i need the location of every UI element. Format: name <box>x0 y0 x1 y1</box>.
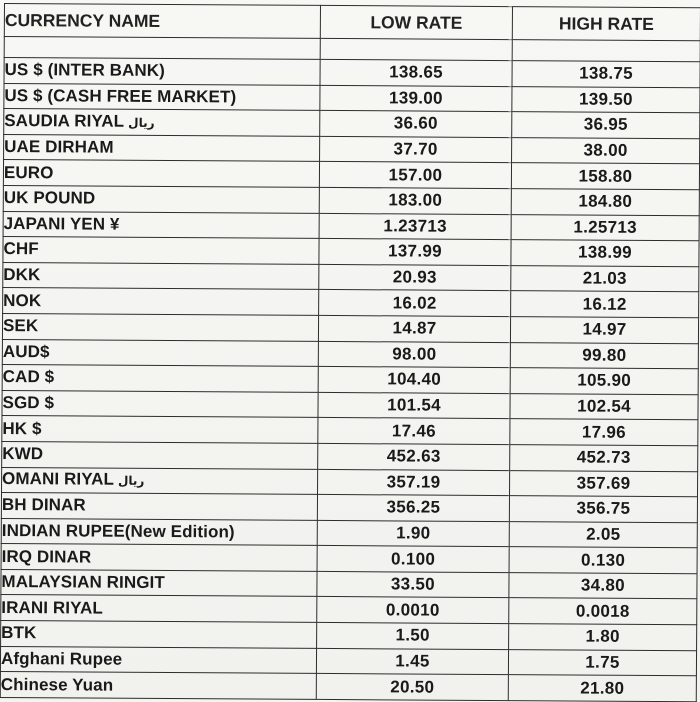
low-rate-cell: 17.46 <box>318 418 510 445</box>
currency-name: UK POUND <box>3 188 96 208</box>
currency-name: BTK <box>1 623 37 643</box>
currency-name: AUD$ <box>2 341 50 362</box>
low-rate-cell: 157.00 <box>319 162 511 189</box>
low-rate-cell: 138.65 <box>320 59 512 86</box>
currency-name-cell <box>3 185 319 213</box>
low-rate-cell: 14.87 <box>318 315 510 342</box>
high-rate-cell: 158.80 <box>511 163 699 190</box>
currency-name: SGD $ <box>2 393 55 413</box>
currency-name-cell <box>1 595 317 623</box>
currency-name-cell <box>1 518 317 546</box>
currency-name-cell <box>1 544 317 572</box>
currency-name: OMANI RIYAL <box>2 469 115 489</box>
currency-name-cell <box>2 339 318 367</box>
low-rate-cell: 137.99 <box>319 239 511 266</box>
high-rate-cell: 138.99 <box>511 240 699 267</box>
header-low-rate: LOW RATE <box>320 5 512 39</box>
high-rate-cell: 21.03 <box>511 265 699 292</box>
currency-name-cell <box>3 211 319 239</box>
blank-cell <box>512 40 700 62</box>
currency-name-cell <box>3 262 319 290</box>
high-rate-cell: 99.80 <box>510 342 698 369</box>
currency-name: JAPANI YEN ¥ <box>3 213 120 234</box>
high-rate-cell: 1.25713 <box>511 214 699 241</box>
low-rate-cell: 36.60 <box>320 111 512 138</box>
low-rate-cell: 16.02 <box>319 290 511 317</box>
currency-name: HK $ <box>2 418 42 438</box>
currency-name: IRANI RIYAL <box>1 597 103 618</box>
low-rate-cell: 452.63 <box>318 443 510 470</box>
high-rate-cell: 14.97 <box>510 317 698 344</box>
low-rate-cell: 101.54 <box>318 392 510 419</box>
currency-name: CHF <box>3 239 39 259</box>
high-rate-cell: 356.75 <box>509 496 697 523</box>
high-rate-cell: 38.00 <box>512 137 700 164</box>
currency-name-cell <box>3 237 319 265</box>
high-rate-cell: 0.130 <box>509 547 697 574</box>
low-rate-cell: 356.25 <box>317 495 509 522</box>
high-rate-cell: 1.75 <box>508 649 696 676</box>
high-rate-cell: 105.90 <box>510 368 698 395</box>
high-rate-cell: 17.96 <box>510 419 698 446</box>
low-rate-cell: 20.93 <box>319 264 511 291</box>
low-rate-cell: 1.23713 <box>319 213 511 240</box>
low-rate-cell: 1.45 <box>316 648 508 675</box>
currency-name: US $ (INTER BANK) <box>4 60 166 81</box>
table-row <box>0 672 696 702</box>
currency-name-cell <box>2 313 318 341</box>
low-rate-cell: 357.19 <box>318 469 510 496</box>
high-rate-cell: 357.69 <box>509 470 697 497</box>
high-rate-cell: 21.80 <box>508 675 696 702</box>
currency-name-cell <box>0 646 316 674</box>
currency-name: UAE DIRHAM <box>4 137 114 157</box>
high-rate-cell: 2.05 <box>509 521 697 548</box>
currency-name: US $ (CASH FREE MARKET) <box>4 85 237 107</box>
currency-name-cell <box>4 58 320 86</box>
currency-name-cell <box>2 390 318 418</box>
currency-name-cell <box>2 441 318 469</box>
high-rate-cell: 138.75 <box>512 61 700 88</box>
low-rate-cell: 33.50 <box>317 571 509 598</box>
currency-name: BH DINAR <box>1 495 86 515</box>
currency-name: MALAYSIAN RINGIT <box>1 572 165 593</box>
high-rate-cell: 139.50 <box>512 86 700 113</box>
low-rate-cell: 183.00 <box>319 187 511 214</box>
low-rate-cell: 20.50 <box>316 674 508 701</box>
header-row <box>4 4 700 41</box>
low-rate-cell: 37.70 <box>320 136 512 163</box>
currency-name: Afghani Rupee <box>0 648 123 669</box>
currency-name: NOK <box>3 290 42 310</box>
currency-name-cell <box>4 83 320 111</box>
high-rate-cell: 36.95 <box>512 112 700 139</box>
high-rate-cell: 452.73 <box>510 445 698 472</box>
high-rate-cell: 16.12 <box>511 291 699 318</box>
currency-name-cell <box>1 493 317 521</box>
currency-name: DKK <box>3 265 41 285</box>
currency-urdu-suffix: ریال <box>117 474 145 489</box>
blank-cell <box>4 37 320 60</box>
currency-name: KWD <box>2 444 44 464</box>
header-high-rate: HIGH RATE <box>512 7 700 41</box>
currency-name-cell <box>2 365 318 393</box>
currency-name-cell <box>2 416 318 444</box>
high-rate-cell: 34.80 <box>509 572 697 599</box>
currency-name: CAD $ <box>2 367 55 387</box>
low-rate-cell: 104.40 <box>318 367 510 394</box>
currency-name-cell <box>4 109 320 137</box>
low-rate-cell: 0.100 <box>317 546 509 573</box>
currency-name: Chinese Yuan <box>0 674 114 695</box>
low-rate-cell: 139.00 <box>320 85 512 112</box>
low-rate-cell: 1.50 <box>317 622 509 649</box>
currency-urdu-suffix: ریال <box>128 115 155 130</box>
currency-name: SEK <box>2 316 39 336</box>
currency-name-cell <box>3 160 319 188</box>
high-rate-cell: 102.54 <box>510 393 698 420</box>
currency-name-cell <box>1 621 317 649</box>
high-rate-cell: 0.0018 <box>509 598 697 625</box>
currency-name-cell <box>0 672 316 700</box>
low-rate-cell: 0.0010 <box>317 597 509 624</box>
low-rate-cell: 1.90 <box>317 520 509 547</box>
currency-name: IRQ DINAR <box>1 546 92 567</box>
header-currency-name: CURRENCY NAME <box>4 4 320 39</box>
high-rate-cell: 184.80 <box>511 189 699 216</box>
currency-name: SAUDIA RIYAL <box>4 110 125 131</box>
currency-name-cell <box>4 134 320 162</box>
currency-name-cell <box>2 467 318 495</box>
low-rate-cell: 98.00 <box>318 341 510 368</box>
currency-name: INDIAN RUPEE(New Edition) <box>1 520 235 542</box>
currency-rates-table <box>0 3 700 702</box>
currency-name-cell <box>1 569 317 597</box>
currency-name-cell <box>3 288 319 316</box>
blank-cell <box>320 38 512 60</box>
currency-name: EURO <box>3 162 54 182</box>
high-rate-cell: 1.80 <box>509 624 697 651</box>
